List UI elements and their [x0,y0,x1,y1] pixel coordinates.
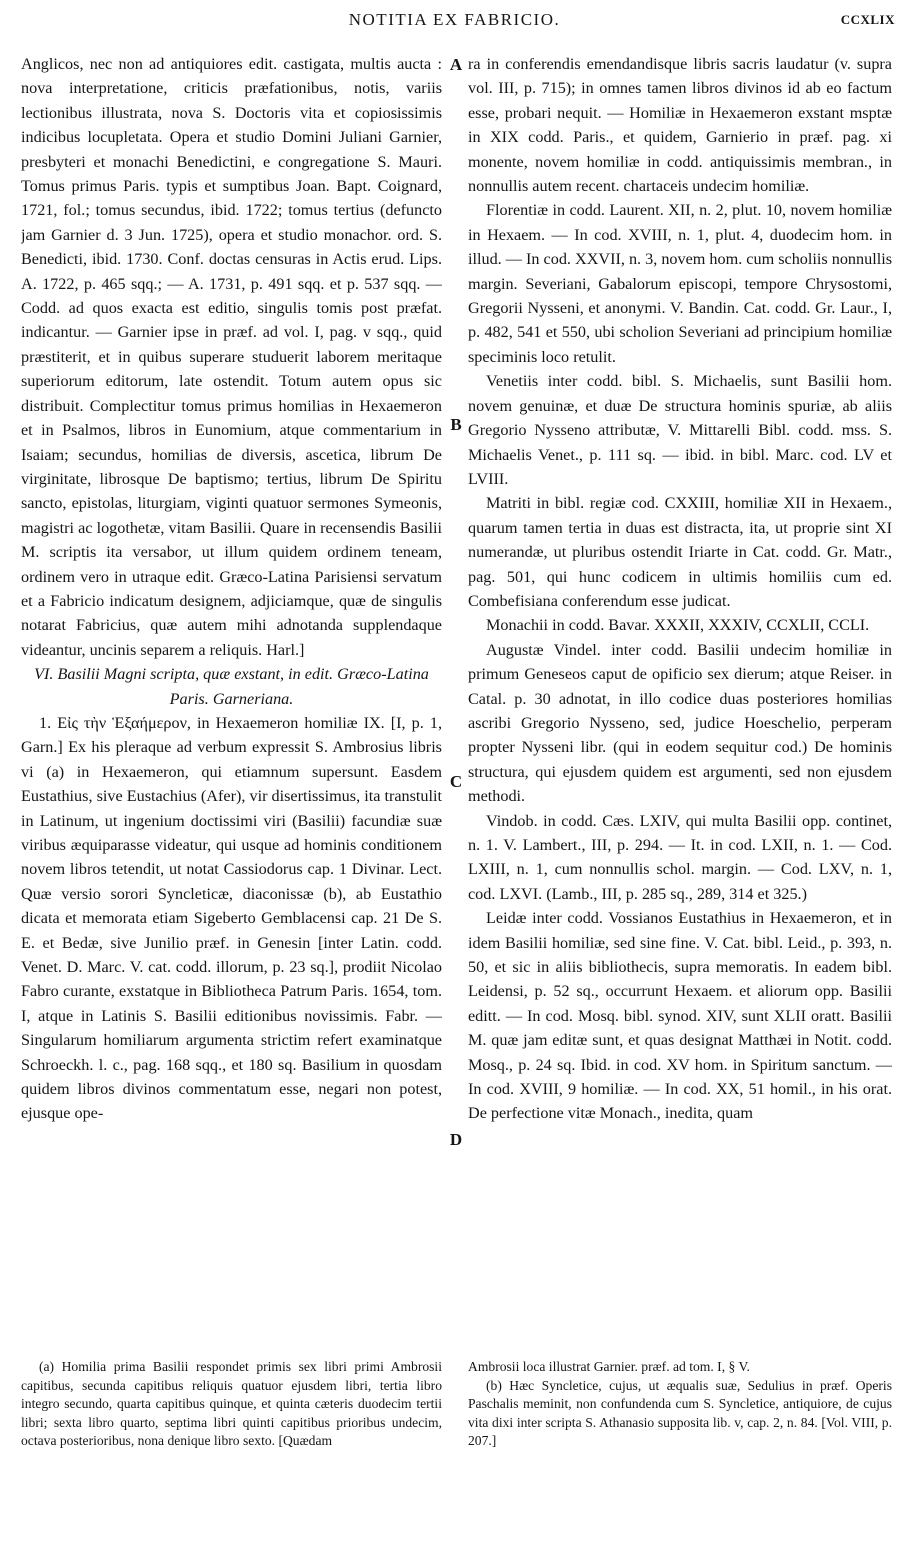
footnote: (b) Hæc Syncletice, cujus, ut æqualis suæ, Sedulius in præf. Operis Paschalis meminit, non confundenda cum S. Syncletice, antiquiore, de cujus vita dixi inter scripta S. Athanasio supposita lib. v, cap. 2, n. 84. [Vol. VIII, p. 207.] [468,1377,892,1449]
paragraph: Venetiis inter codd. bibl. S. Michaelis, sunt Basilii hom. novem genuinæ, et duæ De structura hominis spuriæ, ab aliis Gregorio Nysseno attributæ, V. Mittarelli Bibl. codd. mss. S. Michaelis Venet., p. 111 sq. — ibid. in bibl. Marc. cod. LV et LVIII. [468,372,892,488]
paragraph: Monachii in codd. Bavar. XXXII, XXXIV, CCXLII, CCLI. [486,616,870,635]
margin-marker-c: C [449,772,463,791]
paragraph: Matriti in bibl. regiæ cod. CXXIII, homiliæ XII in Hexaem., quarum tamen tertia in duas est distracta, ita, ut proprie sint XI numerandæ, ut pluribus ostendit Iriarte in Cat. codd. Gr. Matr., pag. 501, qui hunc codicem in ultimis homiliis cum ed. Combefisiana conferendum esse judicat. [468,494,892,610]
footnote: (a) Homilia prima Basilii respondet primis sex libri primi Ambrosii capitibus, secunda capitibus reliquis quatuor ejusdem libri, tertia libro integro secundo, quarta capitibus quinque, et quinta cæteris duodecim tertii libri; sexta libro quarto, septima libri quinti capitibus prioribus undecim, octava posterioribus, nona denique libro sexto. [Quædam [21,1359,442,1449]
running-title: NOTITIA EX FABRICIO. [348,10,561,29]
margin-marker-d: D [449,1130,463,1149]
paragraph: 1. Εἰς τὴν Ἑξαήμερον, in Hexaemeron homiliæ IX. [I, p. 1, Garn.] Ex his pleraque ad verbum expressit S. Ambrosius libris vi (a) in Hexaemeron, qui etiamnum supersunt. Easdem Eustathius, sive Eustachius (Afer), vir disertissimus, ita transtulit in Latinum, ut ingenium doctissimi viri (Basilii) facundiæ suæ viribus æquiparasse videatur, qui usque ad hominis conditionem novem libros tetendit, ut notat Cassiodorus cap. 1 Divinar. Lect. Quæ versio sorori Syncleticæ, diaconissæ (b), ab Eustathio dicata et memorata etiam Sigeberto Gemblacensi cap. 21 De S. E. et Bedæ, sive Junilio præf. in Genesin [inter Latin. codd. Venet. D. Marc. V. cat. codd. illorum, p. 23 sq.], prodiit Nicolao Fabro curante, exstatque in Bibliotheca Patrum Paris. 1654, tom. I, atque in Latinis S. Basilii editionibus novissimis. Fabr. — Singularum homiliarum argumenta strictim refert examinatque Schroeckh. l. c., pag. 168 sqq., et 180 sq. Basilium in quosdam quidem libros divinos commentatum esse, negari non potest, ejusque ope- [21,713,442,1123]
paragraph: Vindob. in codd. Cæs. LXIV, qui multa Basilii opp. continet, n. 1. V. Lambert., III, p. 294. — It. in cod. LXII, n. 1. — Cod. LXIII, n. 1, cum nonnullis schol. margin. — Cod. LXV, n. 1, cod. LXVI. (Lamb., III, p. 285 sq., 289, 314 et 325.) [468,811,892,903]
footnotes-right [468,1358,892,1558]
running-header [0,0,909,44]
right-column [468,52,892,1352]
margin-marker-a: A [449,55,463,74]
paragraph: Anglicos, nec non ad antiquiores edit. castigata, multis aucta : nova interpretatione, criticis præfationibus, notis, variis lectionibus illustrata, nova S. Doctoris vita et copiosissimis indicibus locupletata. Opera et studio Domini Juliani Garnier, presbyteri et monachi Benedictini, e congregatione S. Mauri. Tomus primus Paris. typis et sumptibus Joan. Bapt. Coignard, 1721, fol.; tomus secundus, ibid. 1722; tomus tertius (defuncto jam Garnier d. 3 Jun. 1725), opera et studio monachor. ord. S. Benedicti, ibid. 1730. Conf. doctas censuras in Actis erud. Lips. A. 1722, p. 465 sqq.; — A. 1731, p. 491 sqq. et p. 537 sqq. — Codd. ad quos exacta est editio, singulis tomis post præfat. indicantur. — Garnier ipse in præf. ad vol. I, pag. v sqq., quid præstiterit, et in quibus superare studuerit laborem meritaque superiorum editorum, late ostendit. Totum autem opus sic distribuit. Complectitur tomus primus homilias in Hexaemeron et in Psalmos, libros in Eunomium, atque commentarium in Isaiam; secundus, homilias de diversis, ascetica, librum De virginitate, librosque De baptismo; tertius, librum De Spiritu sancto, epistolas, liturgiam, viginti quatuor sermones Symeonis, magistri ac logothetæ, vitam Basilii. Quare in recensendis Basilii M. scriptis ita versabor, ut illum quidem ordinem teneam, ordinem vero in utraque edit. Græco-Latina Parisiensi servatum et a Fabricio indicatum designem, adjiciamque, quæ de singulis notarat Fabricius, quæ autem mihi adnotanda supplendaque videantur, uncinis separem a reliquis. Harl.] [21,55,442,659]
margin-marker-b: B [450,415,462,434]
section-heading: VI. Basilii Magni scripta, quæ exstant, in edit. Græco-Latina Paris. Garneriana. [34,665,429,708]
left-column [21,52,442,1352]
footnotes-left [21,1358,442,1558]
paragraph: Florentiæ in codd. Laurent. XII, n. 2, plut. 10, novem homiliæ in Hexaem. — In cod. XVIII, n. 1, plut. 4, duodecim hom. in illud. — In cod. XXVII, n. 3, novem hom. cum scholiis nonnullis margin. Severiani, Gabalorum episcopi, tempore Chrysostomi, Gregorii Nysseni, et anonymi. V. Bandin. Cat. codd. Gr. Laur., I, p. 482, 541 et 550, ubi scholion Severiani ad principium homiliæ speciminis loco retulit. [468,201,892,366]
footnote-continuation: Ambrosii loca illustrat Garnier. præf. ad tom. I, § V. [468,1359,750,1374]
paragraph: ra in conferendis emendandisque libris sacris laudatur (v. supra vol. III, p. 715); in omnes tamen libros divinos id ab eo factum esse, probari nequit. — Homiliæ in Hexaemeron exstant msptæ in XIX codd. Paris., et quidem, Garnierio in præf. pag. xi monente, novem homiliæ in codd. antiquissimis membran., in nonnullis autem recent. chartaceis undecim homiliæ. [468,55,892,196]
paragraph: Leidæ inter codd. Vossianos Eustathius in Hexaemeron, et in idem Basilii homiliæ, sed sine fine. V. Cat. bibl. Leid., p. 393, n. 50, et sic in aliis bibliothecis, supra memoratis. In eadem bibl. Leidensi, p. 52 sq., occurrunt Hexaem. et aliorum opp. Basilii editt. — In cod. Mosq. bibl. synod. XIV, sunt XLII oratt. Basilii M. quæ jam editæ sunt, et quas designat Matthæi in Notit. codd. Mosq., p. 24 sq. Ibid. in cod. XV hom. in Spiritum sanctum. — In cod. XVIII, 9 homiliæ. — In cod. XX, 51 homil., in his orat. De perfectione vitæ Monach., inedita, quam [468,909,892,1123]
paragraph: Augustæ Vindel. inter codd. Basilii undecim homiliæ in primum Geneseos caput de opificio sex dierum; atque Reiser. in Catal. p. 30 adnotat, in illo codice duas posteriores homilias ascribi Gregorio Nysseno, sed, judice Hoeschelio, perperam propter Nysseni libr. (qui in eodem sequitur cod.) De hominis structura, qui ejusdem quidem est argumenti, sed non ejusdem methodi. [468,640,892,806]
page-number: CCXLIX [840,12,895,27]
